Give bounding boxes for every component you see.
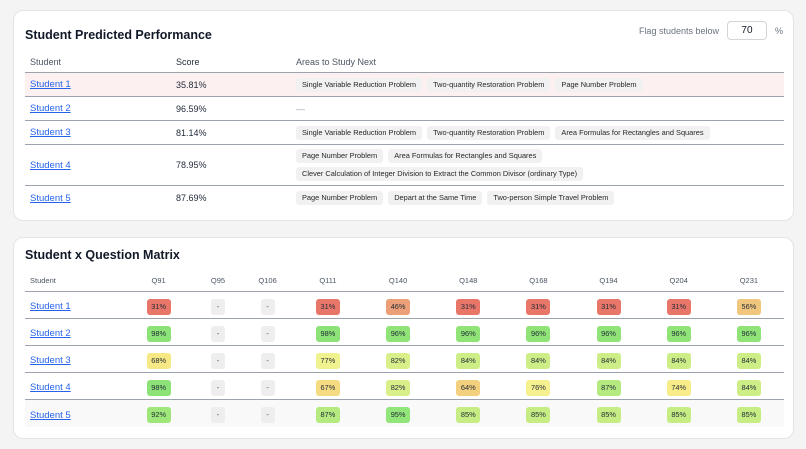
matrix-table-header	[25, 270, 784, 292]
score-badge: 77%	[316, 353, 340, 369]
score-badge: 96%	[386, 326, 410, 342]
student-link[interactable]: Student 2	[30, 328, 71, 339]
student-link[interactable]: Student 5	[30, 192, 71, 204]
score-badge: 87%	[316, 407, 340, 423]
student-link[interactable]: Student 3	[30, 355, 71, 366]
score-badge-empty: -	[211, 407, 225, 423]
score-badge-empty: -	[261, 299, 275, 315]
score-badge: 84%	[526, 353, 550, 369]
score-badge: 31%	[597, 299, 621, 315]
matrix-cell	[363, 377, 433, 396]
score-badge: 95%	[386, 407, 410, 423]
score-cell: 78.95%	[176, 160, 207, 170]
matrix-cell	[242, 377, 293, 396]
matrix-cell	[433, 296, 503, 315]
score-badge-empty: -	[261, 380, 275, 396]
student-cell	[25, 127, 171, 138]
matrix-cell	[433, 377, 503, 396]
table-row	[25, 145, 784, 186]
study-area-tag: Two-quantity Restoration Problem	[427, 78, 550, 92]
score-cell: 35.81%	[176, 79, 207, 90]
score-badge: 85%	[667, 407, 691, 423]
matrix-table-body	[25, 292, 784, 427]
matrix-card	[13, 237, 794, 439]
performance-title: Student Predicted Performance	[25, 28, 212, 42]
header-score: Score	[176, 57, 200, 67]
student-cell	[25, 377, 124, 395]
score-badge: 68%	[147, 353, 171, 369]
study-area-tag: Page Number Problem	[555, 78, 642, 92]
matrix-table	[25, 270, 784, 427]
matrix-cell	[242, 323, 293, 342]
score-badge: 84%	[456, 353, 480, 369]
matrix-cell	[714, 323, 784, 342]
score-cell: 96.59%	[176, 103, 207, 114]
matrix-cell	[124, 296, 194, 315]
matrix-cell	[644, 296, 714, 315]
header-student: Student	[30, 57, 62, 67]
matrix-header-q231: Q231	[739, 276, 759, 285]
matrix-cell	[573, 404, 643, 423]
matrix-title: Student x Question Matrix	[25, 248, 180, 262]
matrix-cell	[714, 350, 784, 369]
study-area-tag: Two-quantity Restoration Problem	[427, 126, 550, 140]
matrix-cell	[242, 296, 293, 315]
areas-cell	[291, 104, 784, 114]
score-badge: 46%	[386, 299, 410, 315]
matrix-cell	[293, 350, 363, 369]
score-cell: 87.69%	[176, 193, 207, 203]
matrix-cell	[433, 350, 503, 369]
student-cell	[25, 323, 124, 341]
student-cell	[25, 160, 171, 171]
matrix-cell	[573, 323, 643, 342]
score-badge: 76%	[526, 380, 550, 396]
score-cell: 81.14%	[176, 127, 207, 138]
study-area-tag: Two-person Simple Travel Problem	[487, 191, 614, 205]
student-link[interactable]: Student 1	[30, 79, 71, 90]
matrix-cell	[644, 377, 714, 396]
matrix-header-q111: Q111	[319, 276, 337, 285]
areas-cell	[291, 149, 784, 181]
matrix-cell	[194, 404, 243, 423]
matrix-cell	[242, 350, 293, 369]
matrix-cell	[503, 404, 573, 423]
score-badge: 56%	[737, 299, 761, 315]
matrix-row	[25, 319, 784, 346]
performance-card	[13, 10, 794, 221]
student-link[interactable]: Student 2	[30, 103, 71, 114]
matrix-cell	[714, 377, 784, 396]
student-link[interactable]: Student 3	[30, 127, 71, 138]
score-badge: 96%	[737, 326, 761, 342]
student-link[interactable]: Student 4	[30, 382, 71, 393]
score-badge: 31%	[456, 299, 480, 315]
score-badge: 64%	[456, 380, 480, 396]
matrix-cell	[573, 350, 643, 369]
student-cell	[25, 405, 124, 423]
score-badge: 92%	[147, 407, 171, 423]
matrix-cell	[714, 404, 784, 423]
matrix-cell	[503, 296, 573, 315]
score-badge-empty: -	[211, 326, 225, 342]
score-badge: 98%	[147, 326, 171, 342]
matrix-cell	[194, 350, 243, 369]
matrix-header-q95: Q95	[210, 276, 226, 285]
performance-table	[25, 52, 784, 210]
matrix-cell	[293, 377, 363, 396]
score-badge-empty: -	[211, 299, 225, 315]
matrix-cell	[194, 323, 243, 342]
matrix-cell	[293, 296, 363, 315]
flag-threshold-input[interactable]	[727, 21, 767, 40]
score-badge: 31%	[147, 299, 171, 315]
matrix-cell	[293, 404, 363, 423]
matrix-header-q194: Q194	[599, 276, 618, 285]
matrix-cell	[124, 404, 194, 423]
score-badge: 98%	[147, 380, 171, 396]
score-badge-empty: -	[261, 407, 275, 423]
study-area-tag: Single Variable Reduction Problem	[296, 78, 422, 92]
score-badge: 84%	[737, 380, 761, 396]
study-area-tag: Area Formulas for Rectangles and Squares	[388, 149, 542, 163]
student-link[interactable]: Student 4	[30, 159, 71, 171]
score-badge-empty: -	[261, 326, 275, 342]
matrix-header-q91: Q91	[151, 276, 166, 285]
matrix-cell	[573, 377, 643, 396]
performance-table-header	[25, 52, 784, 73]
matrix-cell	[124, 350, 194, 369]
matrix-cell	[573, 296, 643, 315]
matrix-cell	[503, 350, 573, 369]
score-badge: 96%	[456, 326, 480, 342]
study-area-tag: Area Formulas for Rectangles and Squares	[555, 126, 709, 140]
matrix-header-q106: Q106	[258, 276, 277, 285]
areas-cell	[291, 191, 784, 205]
score-badge: 82%	[386, 380, 410, 396]
study-area-tag: Depart at the Same Time	[388, 191, 482, 205]
study-area-tag: Single Variable Reduction Problem	[296, 126, 422, 140]
score-badge: 74%	[667, 380, 691, 396]
matrix-cell	[242, 404, 293, 423]
flag-unit: %	[774, 25, 783, 36]
no-areas-dash: —	[296, 103, 305, 114]
score-badge: 85%	[737, 407, 761, 423]
score-badge: 31%	[316, 299, 340, 315]
matrix-header-q168: Q168	[529, 276, 548, 285]
score-badge: 84%	[597, 353, 621, 369]
matrix-cell	[363, 404, 433, 423]
student-cell	[25, 103, 171, 114]
matrix-cell	[194, 296, 243, 315]
matrix-row	[25, 292, 784, 319]
matrix-cell	[124, 323, 194, 342]
score-badge: 96%	[597, 326, 621, 342]
matrix-cell	[293, 323, 363, 342]
areas-cell	[291, 126, 784, 140]
table-row	[25, 73, 784, 97]
table-row	[25, 186, 784, 210]
flag-label: Flag students below	[638, 25, 719, 36]
matrix-cell	[363, 350, 433, 369]
matrix-cell	[503, 323, 573, 342]
header-areas: Areas to Study Next	[296, 57, 377, 67]
score-badge: 96%	[526, 326, 550, 342]
matrix-cell	[644, 404, 714, 423]
table-row	[25, 97, 784, 121]
score-badge: 85%	[456, 407, 480, 423]
student-link[interactable]: Student 5	[30, 409, 71, 421]
matrix-cell	[433, 404, 503, 423]
matrix-cell	[503, 377, 573, 396]
matrix-header-q148: Q148	[459, 276, 478, 285]
matrix-cell	[124, 377, 194, 396]
matrix-cell	[644, 350, 714, 369]
matrix-row	[25, 346, 784, 373]
table-row	[25, 121, 784, 145]
score-badge-empty: -	[211, 353, 225, 369]
student-cell	[25, 296, 124, 314]
matrix-cell	[714, 296, 784, 315]
matrix-header-q140: Q140	[388, 276, 408, 285]
score-badge: 67%	[316, 380, 340, 396]
score-badge: 98%	[316, 326, 340, 342]
flag-threshold-control	[639, 21, 783, 40]
matrix-header-q204: Q204	[669, 276, 688, 285]
score-badge: 84%	[667, 353, 691, 369]
matrix-cell	[194, 377, 243, 396]
score-badge: 31%	[526, 299, 550, 315]
score-badge: 31%	[667, 299, 691, 315]
score-badge: 96%	[667, 326, 691, 342]
student-cell	[25, 193, 171, 204]
matrix-cell	[363, 296, 433, 315]
score-badge-empty: -	[211, 380, 225, 396]
matrix-header-student: Student	[30, 276, 56, 285]
study-area-tag: Page Number Problem	[296, 191, 383, 205]
student-cell	[25, 79, 171, 90]
areas-cell	[291, 78, 784, 92]
score-badge-empty: -	[261, 353, 275, 369]
matrix-cell	[433, 323, 503, 342]
matrix-row	[25, 373, 784, 400]
performance-table-body	[25, 73, 784, 210]
study-area-tag: Page Number Problem	[296, 149, 383, 163]
score-badge: 84%	[737, 353, 761, 369]
score-badge: 87%	[597, 380, 621, 396]
study-area-tag: Clever Calculation of Integer Division to Extract the Common Divisor (ordinary Type)	[296, 167, 583, 181]
student-link[interactable]: Student 1	[30, 301, 71, 312]
score-badge: 85%	[526, 407, 550, 423]
student-cell	[25, 350, 124, 368]
score-badge: 85%	[597, 407, 621, 423]
matrix-cell	[644, 323, 714, 342]
matrix-row	[25, 400, 784, 427]
score-badge: 82%	[386, 353, 410, 369]
matrix-cell	[363, 323, 433, 342]
